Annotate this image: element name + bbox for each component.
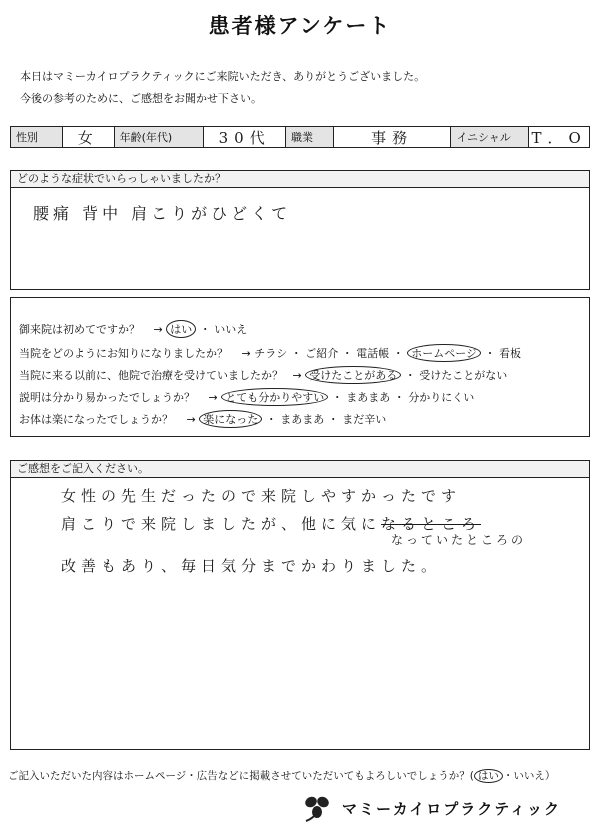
q4-text: 説明は分かり易かったでしょうか？ <box>19 391 195 404</box>
q5-option-so-so[interactable]: まあまあ <box>280 413 325 426</box>
question-first-visit <box>19 320 247 338</box>
intro-line-1: 本日はマミーカイロプラクティックにご来院いただき、ありがとうございました。 <box>20 70 426 83</box>
q1-arrow: → <box>153 323 163 336</box>
question-explanation: 説明は分かり易かったでしょうか？ → とても分かりやすい ・ まあまあ ・ 分かりにくい <box>19 388 474 406</box>
consent-separator: ・ <box>502 770 514 782</box>
q2-arrow: → <box>241 347 251 360</box>
q3-text: 当院に来る以前に、他院で治療を受けていましたか？ <box>19 369 283 382</box>
job-label: 職業 <box>286 127 334 147</box>
intro-line-2: 今後の参考のために、ご感想をお聞かせ下さい。 <box>20 92 262 105</box>
job-value: 事務 <box>334 127 452 147</box>
consent-option-yes[interactable]: はい <box>474 769 503 783</box>
q3-option-no[interactable]: 受けたことがない <box>419 369 508 382</box>
q4-option-so-so[interactable]: まあまあ <box>346 391 391 404</box>
q2-option-phonebook[interactable]: 電話帳 <box>356 347 390 360</box>
gender-label: 性別 <box>11 127 63 147</box>
consent-question: ご記入いただいた内容はホームページ・広告などに掲載させていただいてもよろしいでしょうか？ <box>8 770 470 782</box>
comment-line-3: 改善もあり、毎日気分までかわりました。 <box>61 557 442 575</box>
comment-inserted-text: なっていたところの <box>391 533 527 547</box>
q5-option-relieved[interactable]: 楽になった <box>199 410 262 428</box>
comments-header: ご感想をご記入ください。 <box>11 461 589 478</box>
symptoms-question: どのような症状でいらっしゃいましたか？ <box>11 171 589 188</box>
questions-section <box>10 297 590 437</box>
question-body-relief: お体は楽になったでしょうか？ → 楽になった ・ まあまあ ・ まだ辛い <box>19 410 386 428</box>
comments-section <box>10 460 590 750</box>
comment-struck-text: なるところ <box>381 515 482 533</box>
brand-name: マミーカイロプラクティック <box>342 799 562 818</box>
brand-logo <box>300 793 561 823</box>
q3-arrow: → <box>292 369 302 382</box>
q4-option-very-easy[interactable]: とても分かりやすい <box>221 388 328 406</box>
q1-option-no[interactable]: いいえ <box>214 323 248 336</box>
q1-separator: ・ <box>199 323 211 336</box>
patient-info-row <box>10 126 590 148</box>
consent-option-no[interactable]: いいえ <box>513 770 545 782</box>
q2-text: 当院をどのようにお知りになりましたか？ <box>19 347 228 360</box>
initial-value: T．O <box>531 128 587 147</box>
q5-arrow: → <box>186 413 196 426</box>
consent-open-paren: ( <box>469 770 474 782</box>
age-value: 30代 <box>204 127 286 147</box>
q5-text: お体は楽になったでしょうか？ <box>19 413 173 426</box>
symptoms-answer: 腰痛 背中 肩こりがひどくて <box>33 204 292 223</box>
age-label: 年齢(年代) <box>115 127 205 147</box>
q2-option-flyer[interactable]: チラシ <box>254 347 288 360</box>
q2-option-homepage[interactable]: ホームページ <box>407 344 481 362</box>
q2-option-referral[interactable]: ご紹介 <box>305 347 339 360</box>
q4-arrow: → <box>208 391 218 404</box>
initial-label: イニシャル <box>451 127 529 147</box>
clover-leaf-icon <box>300 793 334 823</box>
consent-close-paren: ） <box>544 770 556 782</box>
gender-value: 女 <box>63 127 115 147</box>
q2-option-signboard[interactable]: 看板 <box>499 347 521 360</box>
comment-line-2-text: 肩こりで来院しましたが、他に気に <box>61 515 382 533</box>
q1-text: 御来院は初めてですか？ <box>19 323 140 336</box>
symptoms-section <box>10 170 590 290</box>
q1-option-yes[interactable]: はい <box>166 320 196 338</box>
question-how-found: 当院をどのようにお知りになりましたか？ → チラシ ・ ご紹介 ・ 電話帳 ・ ホームページ ・ 看板 <box>19 344 521 362</box>
question-other-clinic: 当院に来る以前に、他院で治療を受けていましたか？ → 受けたことがある ・ 受けたことがない <box>19 366 507 384</box>
publish-consent <box>8 768 555 783</box>
q5-option-still-painful[interactable]: まだ辛い <box>342 413 387 426</box>
q3-option-yes[interactable]: 受けたことがある <box>305 366 401 384</box>
q4-option-hard[interactable]: 分かりにくい <box>408 391 475 404</box>
page-title: 患者様アンケート <box>208 14 392 38</box>
comment-line-1: 女性の先生だったので来院しやすかったです <box>61 487 462 505</box>
